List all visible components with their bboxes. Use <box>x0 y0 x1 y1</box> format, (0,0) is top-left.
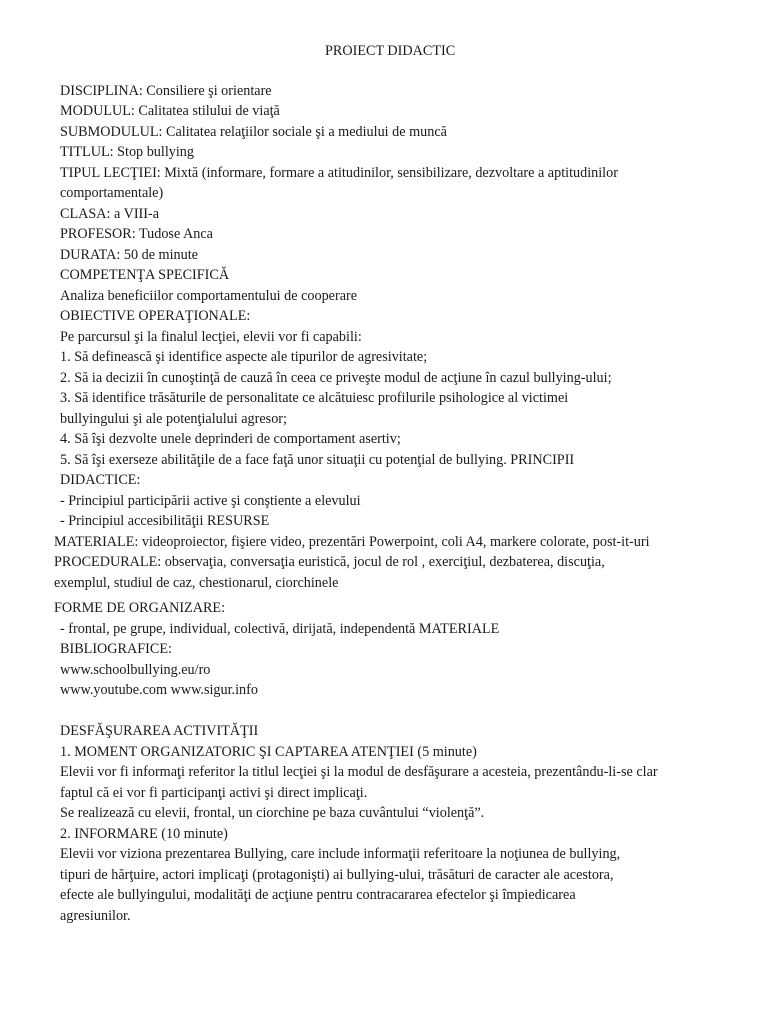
forme-text: - frontal, pe grupe, individual, colectivă, dirijată, independentă MATERIALE <box>60 621 500 637</box>
document-title: PROIECT DIDACTIC <box>325 43 456 59</box>
principiu-item: - Principiul accesibilităţii RESURSE <box>60 513 270 529</box>
field-durata: DURATA: 50 de minute <box>60 247 198 263</box>
step2-text: efecte ale bullyingului, modalităţi de acţiune pentru contracararea efectelor şi împiedicarea <box>60 887 576 903</box>
obiectiv-item: 4. Să îşi dezvolte unele deprinderi de comportament asertiv; <box>60 431 401 447</box>
field-titlul: TITLUL: Stop bullying <box>60 144 194 160</box>
step1-heading: 1. MOMENT ORGANIZATORIC ŞI CAPTAREA ATENŢIEI (5 minute) <box>60 744 477 760</box>
principiu-item: - Principiul participării active şi conştiente a elevului <box>60 493 361 509</box>
resurse-materiale: MATERIALE: videoproiector, fişiere video, prezentări Powerpoint, coli A4, markere colorate, post-it-uri <box>54 534 650 550</box>
step1-text: faptul că ei vor fi participanţi activi şi direct implicaţi. <box>60 785 368 801</box>
obiectiv-item: 1. Să definească şi identifice aspecte ale tipurilor de agresivitate; <box>60 349 428 365</box>
step2-text: tipuri de hărţuire, actori implicaţi (protagonişti) ai bullying-ului, trăsături de caracter ale acestora, <box>60 867 614 883</box>
bibliografie-link: www.schoolbullying.eu/ro <box>60 662 211 678</box>
step1-text: Elevii vor fi informaţi referitor la titlul lecţiei şi la modul de desfăşurare a acesteia, prezentându-li-se clar <box>60 764 658 780</box>
field-modulul: MODULUL: Calitatea stilului de viaţă <box>60 103 280 119</box>
step2-heading: 2. INFORMARE (10 minute) <box>60 826 228 842</box>
obiectiv-item: 2. Să ia decizii în cunoştinţă de cauză în ceea ce priveşte modul de acţiune în cazul bullying-ului; <box>60 370 612 386</box>
principii-heading: DIDACTICE: <box>60 472 141 488</box>
step2-text: agresiunilor. <box>60 908 131 924</box>
field-disciplina: DISCIPLINA: Consiliere şi orientare <box>60 83 272 99</box>
obiective-intro: Pe parcursul şi la finalul lecţiei, elevii vor fi capabili: <box>60 329 362 345</box>
bibliografie-link: www.youtube.com www.sigur.info <box>60 682 258 698</box>
resurse-procedurale: PROCEDURALE: observaţia, conversaţia euristică, jocul de rol , exerciţiul, dezbaterea, discuţia, <box>54 554 605 570</box>
resurse-procedurale-cont: exemplul, studiul de caz, chestionarul, ciorchinele <box>54 575 339 591</box>
field-tipul-lectiei-cont: comportamentale) <box>60 185 164 201</box>
step2-text: Elevii vor viziona prezentarea Bullying, care include informaţii referitoare la noţiunea de bullying, <box>60 846 621 862</box>
competenta-text: Analiza beneficiilor comportamentului de cooperare <box>60 288 358 304</box>
obiective-heading: OBIECTIVE OPERAŢIONALE: <box>60 308 251 324</box>
desfasurare-heading: DESFĂŞURAREA ACTIVITĂŢII <box>60 723 259 739</box>
bibliografie-heading: BIBLIOGRAFICE: <box>60 641 172 657</box>
obiectiv-item: 5. Să îşi exerseze abilităţile de a face faţă unor situaţii cu potenţial de bullying. PRINCIPII <box>60 452 575 468</box>
step1-text: Se realizează cu elevii, frontal, un ciorchine pe baza cuvântului “violenţă”. <box>60 805 485 821</box>
obiectiv-item: 3. Să identifice trăsăturile de personalitate ce alcătuiesc profilurile psihologice al victimei <box>60 390 569 406</box>
obiectiv-item-cont: bullyingului şi ale potenţialului agresor; <box>60 411 287 427</box>
field-clasa: CLASA: a VIII-a <box>60 206 160 222</box>
forme-heading: FORME DE ORGANIZARE: <box>54 600 226 616</box>
field-profesor: PROFESOR: Tudose Anca <box>60 226 213 242</box>
competenta-heading: COMPETENŢA SPECIFICĂ <box>60 267 230 283</box>
field-submodulul: SUBMODULUL: Calitatea relaţiilor sociale şi a mediului de muncă <box>60 124 447 140</box>
field-tipul-lectiei: TIPUL LECŢIEI: Mixtă (informare, formare a atitudinilor, sensibilizare, dezvoltare a aptitudinilor <box>60 165 618 181</box>
